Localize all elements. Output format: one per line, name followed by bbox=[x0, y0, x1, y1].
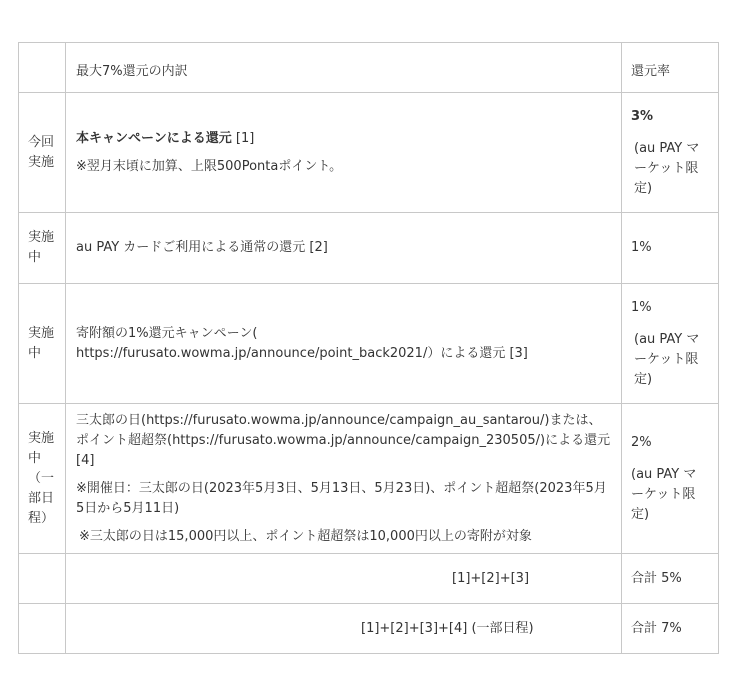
status-cell bbox=[19, 554, 66, 604]
table-row bbox=[19, 93, 719, 213]
campaign-title bbox=[76, 129, 611, 149]
description-cell bbox=[66, 404, 622, 554]
total-rate: 合計 5% bbox=[631, 570, 682, 586]
description-cell bbox=[66, 213, 622, 284]
rate-note: (au PAY マーケット限定) bbox=[631, 466, 697, 522]
table-header-row bbox=[19, 43, 719, 93]
status-cell bbox=[19, 93, 66, 213]
eligibility-note: ※三太郎の日は15,000円以上、ポイント超超祭は10,000円以上の寄附が対象 bbox=[79, 528, 532, 544]
description-cell bbox=[66, 93, 622, 213]
header-breakdown-cell: 最大7%還元の内訳 bbox=[66, 43, 622, 93]
table-row bbox=[19, 604, 719, 654]
reward-breakdown-table bbox=[18, 42, 719, 654]
rate-cell bbox=[622, 404, 719, 554]
description-cell bbox=[66, 284, 622, 404]
table-row bbox=[19, 284, 719, 404]
description-cell bbox=[66, 604, 622, 654]
rate-cell bbox=[622, 93, 719, 213]
header-status-cell bbox=[19, 43, 66, 93]
rate-cell bbox=[622, 554, 719, 604]
event-dates-note: ※開催日：三太郎の日(2023年5月3日、5月13日、5月23日)、ポイント超超祭(2023年5月5日から5月11日) bbox=[76, 480, 607, 516]
rate-cell bbox=[622, 213, 719, 284]
campaign-ref: [1] bbox=[231, 130, 255, 146]
table-row bbox=[19, 404, 719, 554]
status-text: 今回 実施 bbox=[28, 134, 55, 170]
table-row bbox=[19, 213, 719, 284]
rate-note: (au PAY マーケット限定) bbox=[634, 140, 700, 196]
description-text: au PAY カードご利用による通常の還元 [2] bbox=[76, 240, 328, 255]
description-cell bbox=[66, 554, 622, 604]
rate-value: 1% bbox=[631, 240, 652, 255]
sum-formula: [1]+[2]+[3]+[4] (一部日程) bbox=[361, 620, 534, 636]
description-text: 三太郎の日(https://furusato.wowma.jp/announce/campaign_au_santarou/)または、ポイント超超祭(https://furusato.wowma.jp/announce/campaign_230505/)による還元[4] bbox=[76, 412, 611, 468]
campaign-note: ※翌月末頃に加算、上限500Pontaポイント。 bbox=[76, 158, 343, 174]
status-cell bbox=[19, 404, 66, 554]
rate-note: (au PAY マーケット限定) bbox=[634, 331, 700, 387]
status-text: 実施中 bbox=[28, 230, 55, 265]
status-cell bbox=[19, 213, 66, 284]
status-text: 実施中 bbox=[28, 325, 55, 361]
status-text: 実施中 （一部日程） bbox=[28, 430, 55, 526]
sum-formula: [1]+[2]+[3] bbox=[452, 570, 530, 586]
table-row bbox=[19, 554, 719, 604]
rate-cell bbox=[622, 284, 719, 404]
description-text: 寄附額の1%還元キャンペーン( https://furusato.wowma.jp/announce/point_back2021/）による還元 [3] bbox=[76, 325, 528, 361]
rate-cell bbox=[622, 604, 719, 654]
rate-value: 3% bbox=[631, 108, 654, 124]
status-cell bbox=[19, 284, 66, 404]
campaign-title-text: 本キャンペーンによる還元 bbox=[76, 130, 232, 146]
rate-value: 1% bbox=[631, 299, 652, 315]
total-rate: 合計 7% bbox=[631, 620, 682, 636]
status-cell bbox=[19, 604, 66, 654]
rate-value: 2% bbox=[631, 434, 652, 450]
header-rate-cell: 還元率 bbox=[622, 43, 719, 93]
